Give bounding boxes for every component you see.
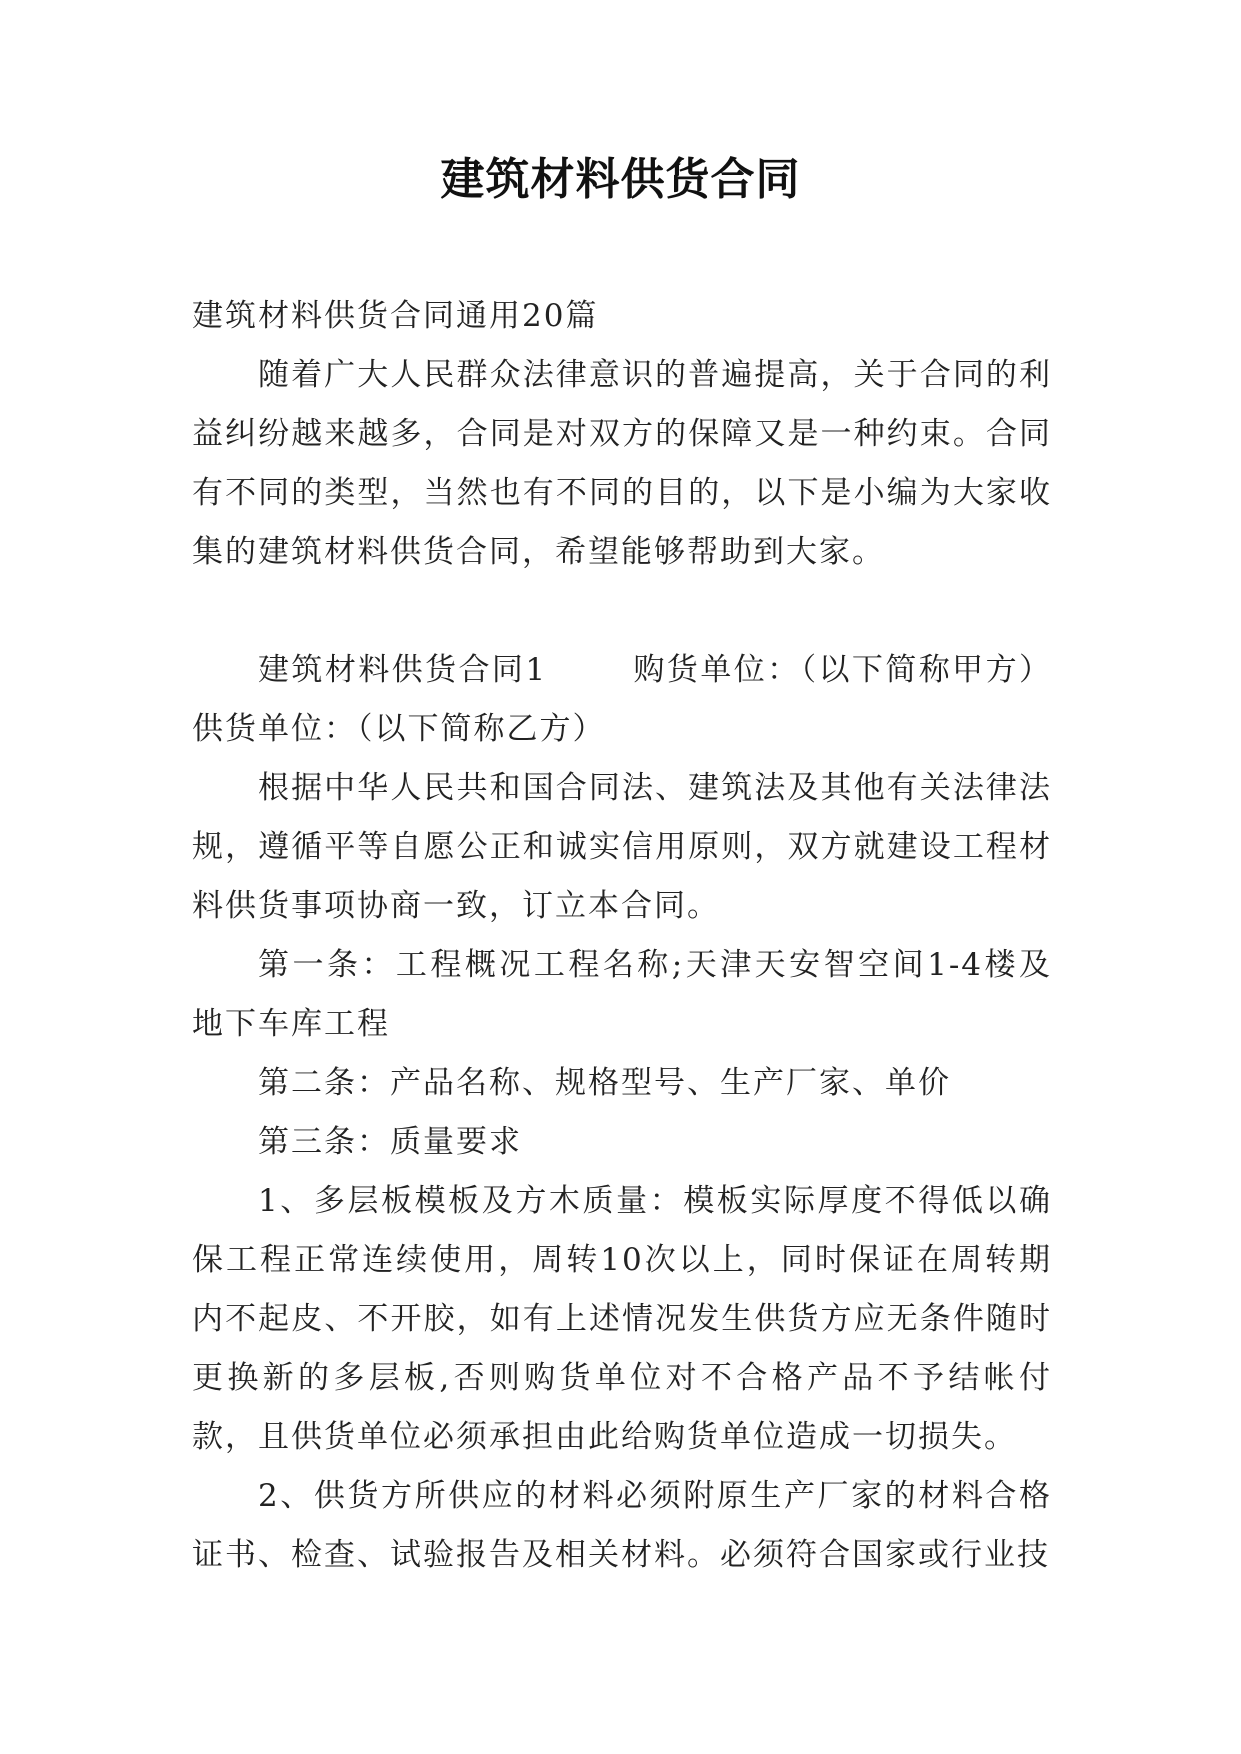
quality-item-1: 1、多层板模板及方木质量：模板实际厚度不得低以确保工程正常连续使用，周转10次以上，同时保证在周转期内不起皮、不开胶，如有上述情况发生供货方应无条件随时更换新的多层板,否则购货单位对不合格产品不予结帐付款，且供货单位必须承担由此给购货单位造成一切损失。 [192,1183,1052,1455]
buyer-line: 购货单位：（以下简称甲方） [633,652,1052,688]
article-3: 第三条：质量要求 [258,1124,522,1160]
preamble-paragraph: 根据中华人民共和国合同法、建筑法及其他有关法律法规，遵循平等自愿公正和诚实信用原则，双方就建设工程材料供货事项协商一致，订立本合同。 [192,770,1052,924]
paragraph-gap [192,582,1052,641]
document-body [192,287,1052,1585]
document-subtitle: 建筑材料供货合同通用20篇 [192,298,599,334]
contract-heading-line [192,641,1052,759]
supplier-line: 供货单位：（以下简称乙方） [192,711,606,747]
section-heading: 建筑材料供货合同1 [258,652,548,688]
article-2: 第二条：产品名称、规格型号、生产厂家、单价 [258,1065,951,1101]
quality-item-2: 2、供货方所供应的材料必须附原生产厂家的材料合格证书、检查、试验报告及相关材料。必须符合国家或行业技 [192,1478,1052,1573]
intro-paragraph: 随着广大人民群众法律意识的普遍提高，关于合同的利益纠纷越来越多，合同是对双方的保障又是一种约束。合同有不同的类型，当然也有不同的目的，以下是小编为大家收集的建筑材料供货合同，希望能够帮助到大家。 [192,357,1052,570]
document-title: 建筑材料供货合同 [440,154,801,205]
article-1: 第一条：工程概况工程名称;天津天安智空间1-4楼及地下车库工程 [192,947,1052,1042]
